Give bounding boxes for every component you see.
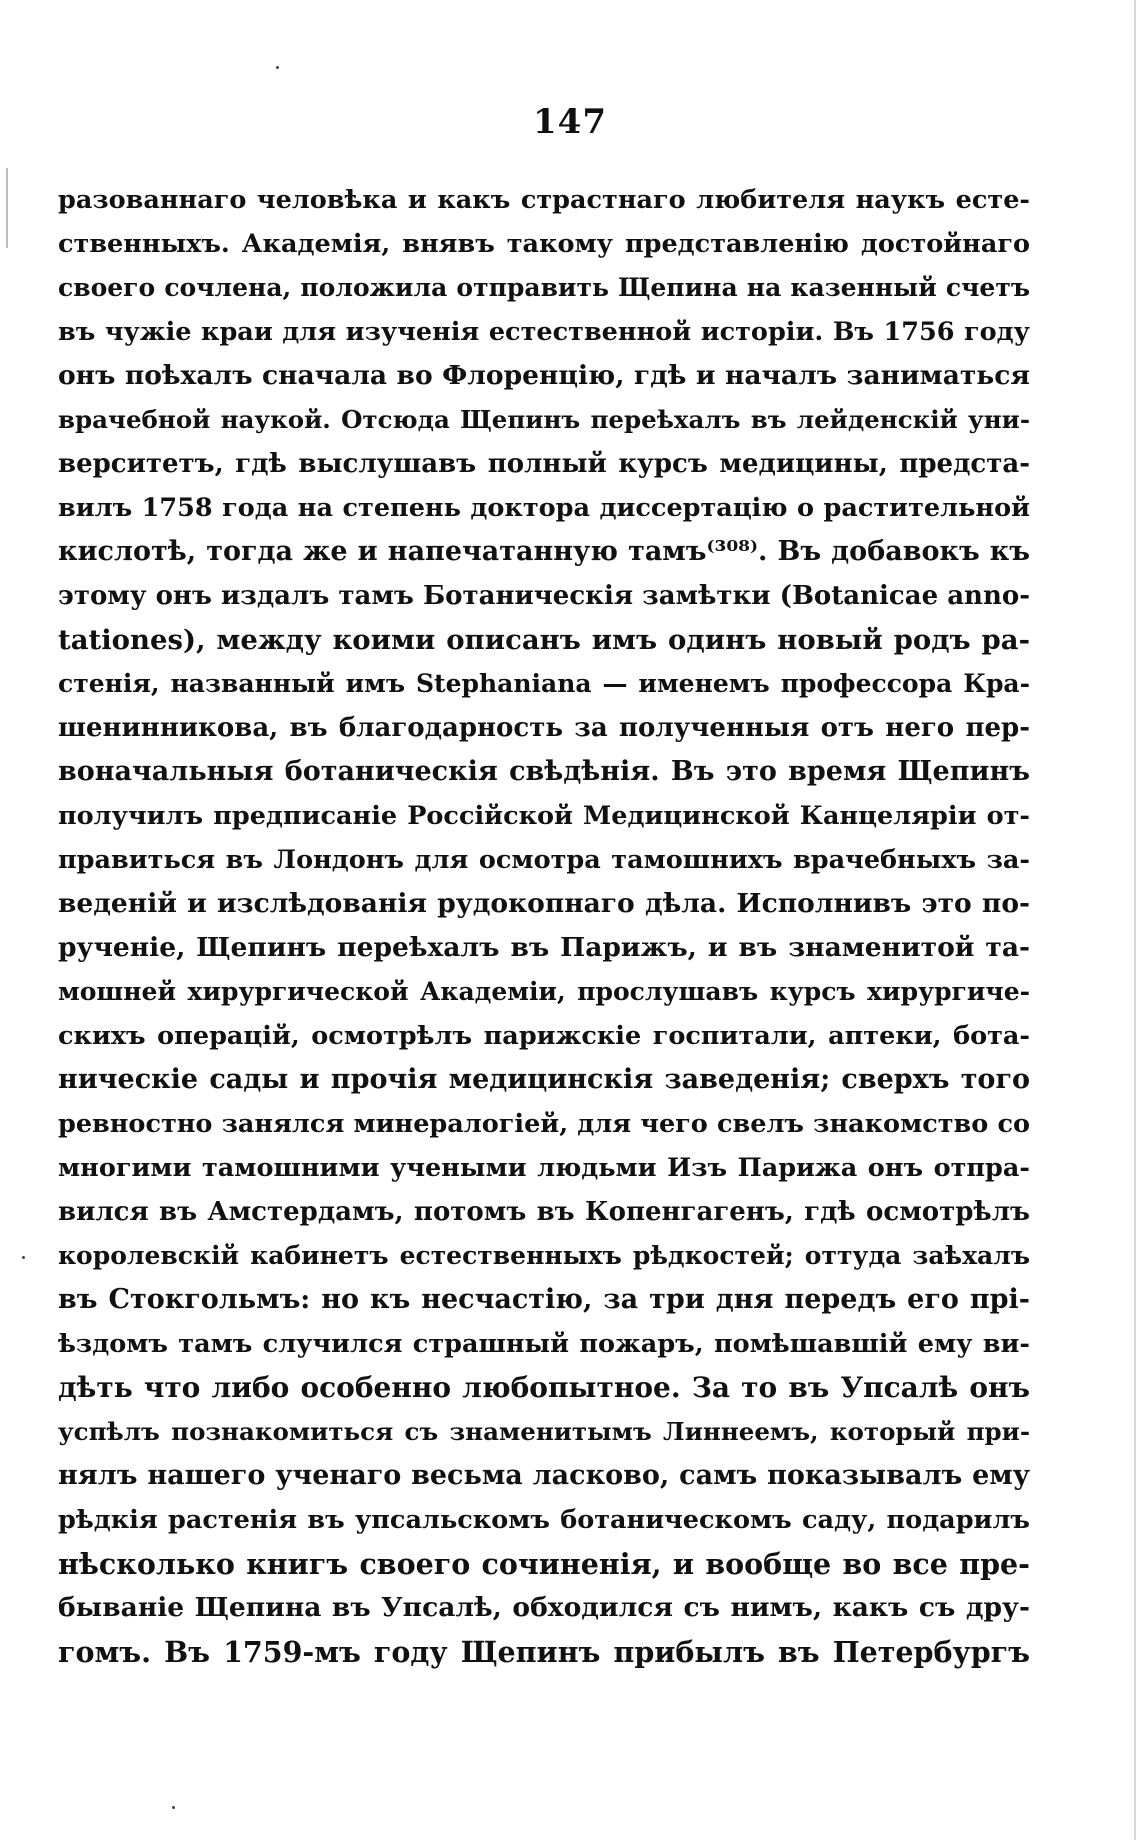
- text-line: ническіе сады и прочія медицинскія заведенія; сверхъ того: [58, 1064, 1030, 1095]
- text-line: tationes), между коими описанъ имъ одинъ новый родъ ра-: [58, 624, 1030, 656]
- text-line: получилъ предписаніе Россійской Медицинской Канцеляріи от-: [58, 801, 1030, 831]
- text-line: кислотѣ, тогда же и напечатанную тамъ⁽³⁰⁸⁾. Въ добавокъ къ: [58, 536, 1030, 567]
- text-line: вился въ Амстердамъ, потомъ въ Копенгагенъ, гдѣ осмотрѣлъ: [58, 1197, 1030, 1227]
- text-line: ѣздомъ тамъ случился страшный пожаръ, помѣшавшій ему ви-: [58, 1329, 1030, 1359]
- text-line: королевскій кабинетъ естественныхъ рѣдкостей; оттуда заѣхалъ: [58, 1241, 1030, 1270]
- text-line: успѣлъ познакомиться съ знаменитымъ Линнеемъ, который при-: [58, 1417, 1030, 1446]
- text-line: рученіе, Щепинъ переѣхалъ въ Парижъ, и въ знаменитой та-: [58, 932, 1030, 963]
- text-line: въ чужіе краи для изученія естественной исторіи. Въ 1756 году: [58, 317, 1030, 347]
- text-line: нялъ нашего ученаго весьма ласково, самъ показывалъ ему: [58, 1460, 1030, 1491]
- page-edge-shadow: [1134, 0, 1136, 1840]
- text-line: ственныхъ. Академія, внявъ такому представленію достойнаго: [58, 229, 1030, 259]
- scan-speck: [22, 1256, 25, 1259]
- page-number: 147: [533, 102, 607, 142]
- text-line: шенинникова, въ благодарность за полученныя отъ него пер-: [58, 713, 1030, 743]
- text-line: дѣть что либо особенно любопытное. За то въ Упсалѣ онъ: [58, 1371, 1030, 1404]
- text-line: стенія, названный имъ Stephaniana — именемъ профессора Кра-: [58, 669, 1030, 698]
- text-line: въ Стокгольмъ: но къ несчастію, за три дня передъ его прі-: [58, 1284, 1030, 1315]
- text-line: гомъ. Въ 1759-мъ году Щепинъ прибылъ въ Петербургъ: [58, 1635, 1030, 1669]
- text-line: мошней хирургической Академіи, прослушавъ курсъ хирургиче-: [58, 977, 1030, 1006]
- text-line: правиться въ Лондонъ для осмотра тамошнихъ врачебныхъ за-: [58, 845, 1030, 875]
- text-line: бываніе Щепина въ Упсалѣ, обходился съ нимъ, какъ съ дру-: [58, 1592, 1030, 1623]
- text-line: своего сочлена, положила отправить Щепина на казенный счетъ: [58, 273, 1030, 302]
- scan-speck: [172, 1806, 175, 1809]
- text-line: разованнаго человѣка и какъ страстнаго любителя наукъ есте-: [58, 185, 1030, 215]
- body-text: [58, 178, 1030, 1674]
- text-line: ревностно занялся минералогіей, для чего свелъ знакомство со: [58, 1109, 1030, 1139]
- text-line: онъ поѣхалъ сначала во Флоренцію, гдѣ и началъ заниматься: [58, 360, 1030, 391]
- text-line: скихъ операцій, осмотрѣлъ парижскіе госпитали, аптеки, бота-: [58, 1021, 1030, 1051]
- text-line: многими тамошними учеными людьми Изъ Парижа онъ отпра-: [58, 1153, 1030, 1183]
- text-line: веденій и изслѣдованія рудокопнаго дѣла. Исполнивъ это по-: [58, 888, 1030, 919]
- scan-speck: [276, 66, 279, 69]
- text-line: врачебной наукой. Отсюда Щепинъ переѣхалъ въ лейденскій уни-: [58, 405, 1030, 434]
- text-line: вилъ 1758 года на степень доктора диссертацію о растительной: [58, 493, 1030, 523]
- text-line: нѣсколько книгъ своего сочиненія, и вообще во все пре-: [58, 1547, 1030, 1581]
- text-line: воначальныя ботаническія свѣдѣнія. Въ это время Щепинъ: [58, 756, 1030, 787]
- text-line: верситетъ, гдѣ выслушавъ полный курсъ медицины, предста-: [58, 449, 1030, 479]
- text-line: этому онъ издалъ тамъ Ботаническія замѣтки (Botanicae anno-: [58, 581, 1030, 611]
- text-line: рѣдкія растенія въ упсальскомъ ботаническомъ саду, подарилъ: [58, 1505, 1030, 1535]
- scan-edge-mark: [6, 168, 8, 248]
